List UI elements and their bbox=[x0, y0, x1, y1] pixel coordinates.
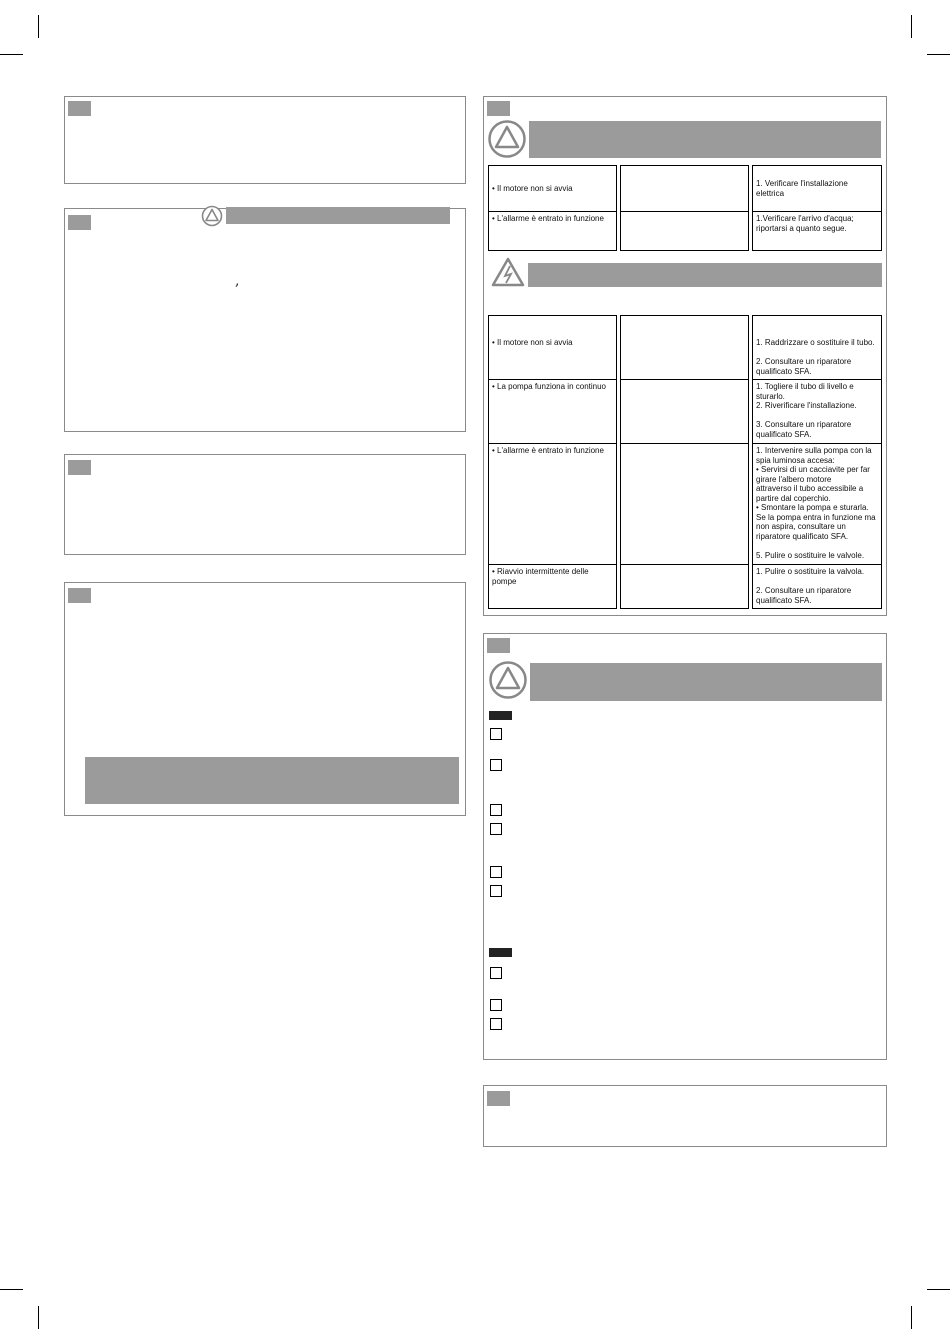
table-cell-remedy: 1. Verificare l'installazione elettrica bbox=[752, 165, 882, 212]
table-cell-cause bbox=[620, 165, 749, 212]
warning-icon bbox=[487, 119, 527, 159]
section-number-tag bbox=[487, 101, 510, 116]
table-cell-remedy: 1. Intervenire sulla pompa con la spia luminosa accesa: • Servirsi di un cacciavite per far girare l'albero motore attraverso il tubo accessibile a partire dal coperchio. • Smontare la pompa e sturarla. Se la pompa entra in funzione ma non aspira, consultare un riparatore qualificato SFA. 5. Pulire o sostituire le valvole. bbox=[752, 443, 882, 565]
stray-comma: , bbox=[235, 273, 240, 289]
table-cell-cause bbox=[620, 443, 749, 565]
checklist-checkbox[interactable] bbox=[490, 866, 502, 878]
checklist-panel bbox=[483, 633, 887, 1060]
section-number-tag bbox=[487, 1091, 510, 1106]
section-number-tag bbox=[68, 101, 91, 116]
crop-mark bbox=[38, 1306, 39, 1329]
note-box bbox=[85, 757, 459, 804]
table-cell-cause bbox=[620, 315, 749, 380]
crop-mark bbox=[911, 1306, 912, 1329]
checklist-checkbox[interactable] bbox=[490, 759, 502, 771]
table-cell-cause bbox=[620, 564, 749, 609]
crop-mark bbox=[0, 1289, 23, 1290]
section-panel-2 bbox=[64, 208, 466, 432]
section-panel-4 bbox=[64, 582, 466, 816]
table-cell-cause bbox=[620, 211, 749, 251]
table-cell-remedy: 1.Verificare l'arrivo d'acqua; riportarsi a quanto segue. bbox=[752, 211, 882, 251]
table-cell-remedy: 1. Pulire o sostituire la valvola. 2. Consultare un riparatore qualificato SFA. bbox=[752, 564, 882, 609]
warning-header-bar bbox=[226, 207, 450, 224]
section-panel-last bbox=[483, 1085, 887, 1147]
table-cell-problem: • L'allarme è entrato in funzione bbox=[488, 443, 617, 565]
crop-mark bbox=[38, 15, 39, 38]
section-panel-1 bbox=[64, 96, 466, 184]
section-number-tag bbox=[68, 588, 91, 603]
section-number-tag bbox=[68, 215, 91, 230]
checklist-checkbox[interactable] bbox=[490, 804, 502, 816]
table-cell-problem: • Il motore non si avvia bbox=[488, 165, 617, 212]
warning-icon bbox=[201, 205, 223, 227]
checklist-checkbox[interactable] bbox=[490, 967, 502, 979]
checklist-checkbox[interactable] bbox=[490, 999, 502, 1011]
crop-mark bbox=[927, 1289, 950, 1290]
checklist-checkbox[interactable] bbox=[490, 885, 502, 897]
checklist-checkbox[interactable] bbox=[490, 728, 502, 740]
table-cell-problem: • La pompa funziona in continuo bbox=[488, 379, 617, 444]
table-cell-problem: • Il motore non si avvia bbox=[488, 315, 617, 380]
section-number-tag bbox=[68, 460, 91, 475]
warning-header-bar bbox=[529, 121, 881, 158]
checklist-checkbox[interactable] bbox=[490, 1018, 502, 1030]
electric-hazard-icon bbox=[491, 257, 525, 287]
table-cell-remedy: 1. Togliere il tubo di livello e sturarlo. 2. Riverificare l'installazione. 3. Consultare un riparatore qualificato SFA. bbox=[752, 379, 882, 444]
checklist-checkbox[interactable] bbox=[490, 823, 502, 835]
table-cell-remedy: 1. Raddrizzare o sostituire il tubo. 2. Consultare un riparatore qualificato SFA. bbox=[752, 315, 882, 380]
subsection-marker bbox=[489, 711, 512, 720]
table-cell-cause bbox=[620, 379, 749, 444]
crop-mark bbox=[911, 15, 912, 38]
subsection-marker bbox=[489, 948, 512, 957]
section-number-tag bbox=[487, 638, 510, 653]
electric-warning-bar bbox=[528, 263, 882, 287]
warning-icon bbox=[488, 660, 528, 700]
crop-mark bbox=[0, 54, 23, 55]
table-cell-problem: • Riavvio intermittente delle pompe bbox=[488, 564, 617, 609]
section-panel-3 bbox=[64, 454, 466, 555]
crop-mark bbox=[927, 54, 950, 55]
troubleshooting-panel bbox=[483, 96, 887, 616]
warning-header-bar bbox=[530, 663, 882, 701]
table-cell-problem: • L'allarme è entrato in funzione bbox=[488, 211, 617, 251]
